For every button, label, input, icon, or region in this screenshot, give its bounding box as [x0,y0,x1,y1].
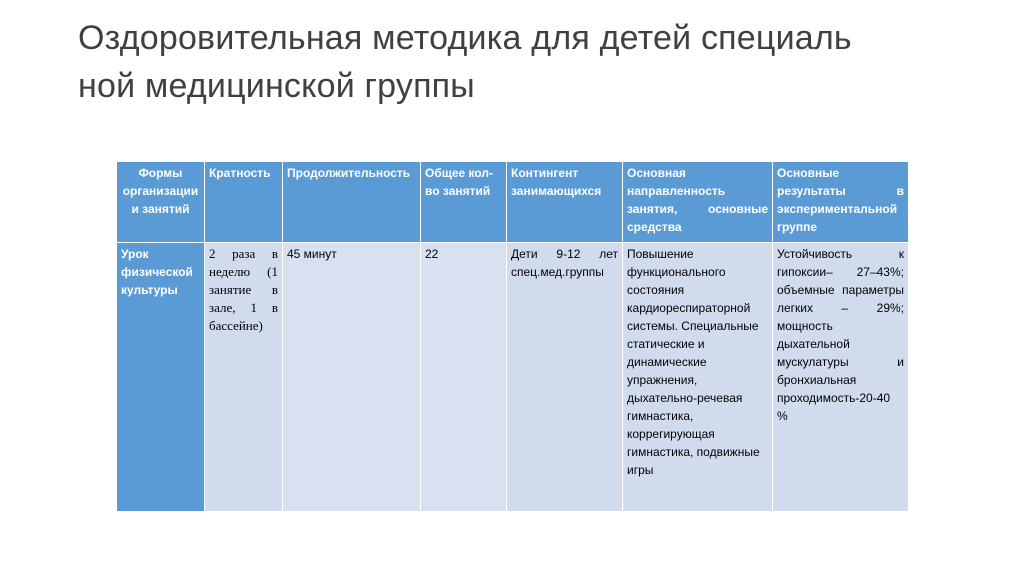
header-cell-frequency: Кратность [205,162,283,243]
table-row [117,243,909,512]
header-cell-results: Основные результаты в экспериментальной группе [773,162,909,243]
cell-forms: Урок физической культуры [117,243,205,512]
slide-title-line-1: Оздоровительная методика для детей специаль [78,19,852,57]
cell-frequency: 2 раза в неделю (1 занятие в зале, 1 в бассейне) [205,243,283,512]
cell-contingent: Дети 9-12 лет спец.мед.группы [507,243,623,512]
cell-results: Устойчивость к гипоксии– 27–43%; объемные параметры легких – 29%; мощность дыхательной мускулатуры и бронхиальная проходимость-20-40 % [773,243,909,512]
cell-total-count: 22 [421,243,507,512]
slide-title [78,14,978,110]
header-cell-total-count: Общее кол-во занятий [421,162,507,243]
table-header-row [117,162,909,243]
header-cell-contingent: Контингент занимающихся [507,162,623,243]
slide-title-line-2: ной медицинской группы [78,67,475,105]
header-cell-forms: Формы организации и занятий [117,162,205,243]
header-cell-duration: Продолжительность [283,162,421,243]
cell-focus: Повышение функционального состояния кардиореспираторной системы. Специальные статические и динамические упражнения, дыхательно-речевая гимнастика, коррегирующая гимнастика, подвижные игры [623,243,773,512]
header-cell-focus: Основная направленность занятия, основные средства [623,162,773,243]
cell-duration: 45 минут [283,243,421,512]
method-table [116,161,909,512]
